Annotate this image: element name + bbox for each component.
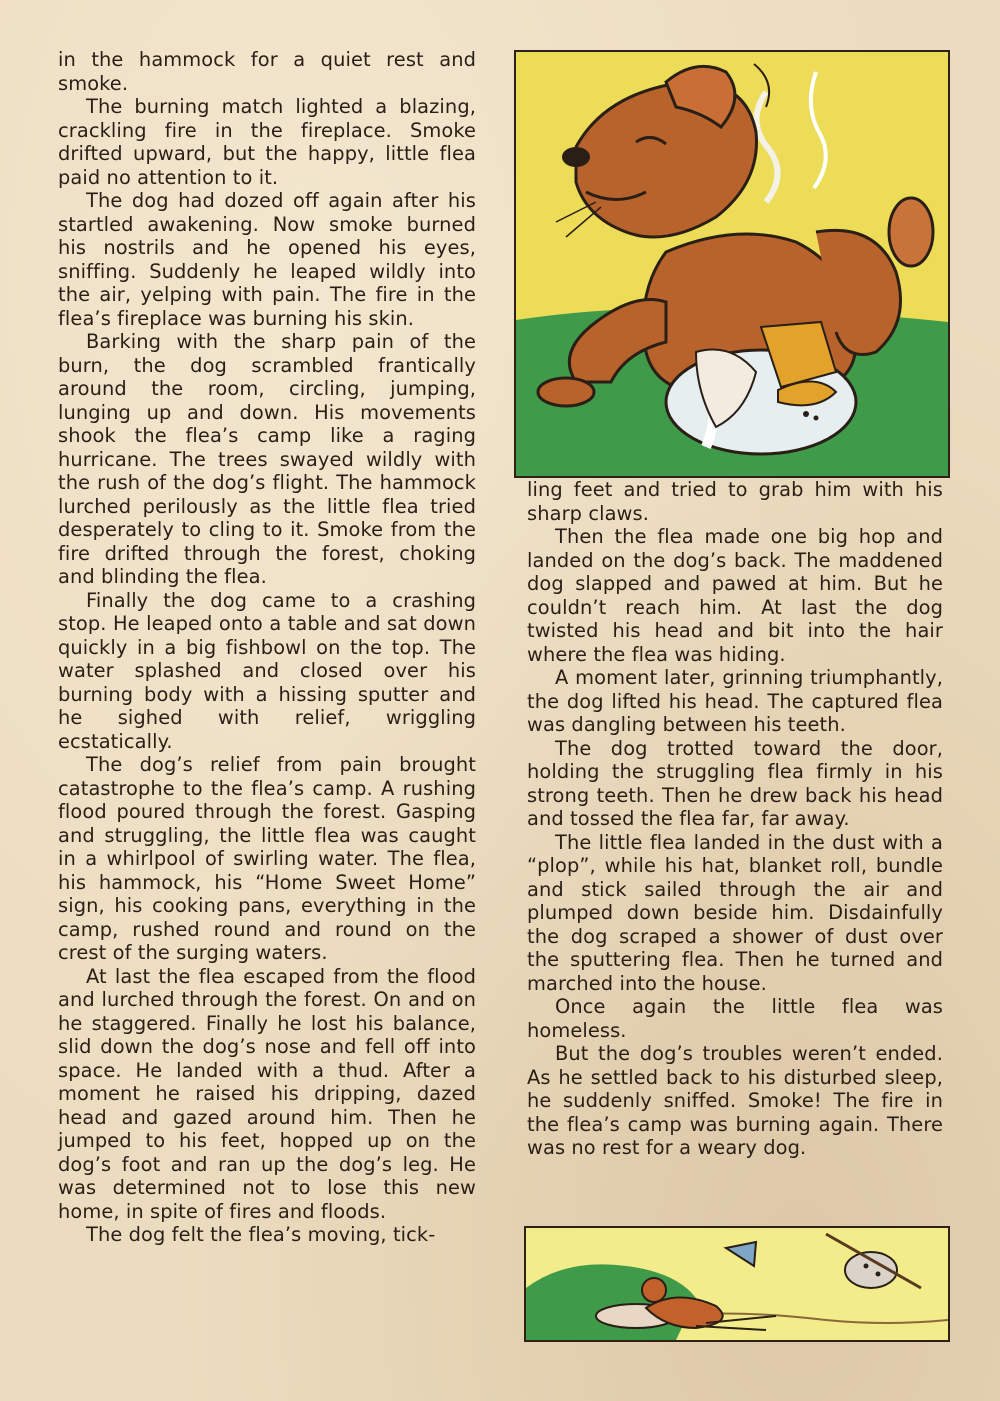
story-paragraph: The little flea landed in the dust with a “plop”, while his hat, blanket roll, bundle and stick sailed through the air and plumped down beside him. Disdainfully the dog scraped a shower of dust over the sputtering flea. Then he turned and marched into the house. [527, 830, 943, 995]
story-paragraph: A moment later, grinning triumphantly, the dog lifted his head. The captured flea was dangling between his teeth. [527, 666, 943, 736]
story-paragraph: The dog’s relief from pain brought catastrophe to the flea’s camp. A rushing flood poured through the forest. Gasping and struggling, the little flea was caught in a whirlpool of swirling water. The flea, his hammock, his “Home Sweet Home” sign, his cooking pans, everything in the camp, rushed round and round on the crest of the surging waters. [58, 753, 476, 964]
story-paragraph: The burning match lighted a blazing, crackling fire in the fireplace. Smoke drifted upward, but the happy, little flea paid no attention to it. [58, 95, 476, 189]
story-paragraph: Finally the dog came to a crashing stop. He leaped onto a table and sat down quickly in a big fishbowl on the top. The water splashed and closed over his burning body with a hissing sputter and he sighed with relief, wriggling ecstatically. [58, 588, 476, 753]
flea-in-dust-illustration [524, 1226, 950, 1342]
bubble [803, 411, 809, 417]
dog-nose [562, 147, 590, 167]
story-right-column [527, 478, 943, 1160]
bubble [814, 416, 819, 421]
story-paragraph: ling feet and tried to grab him with his sharp claws. [527, 478, 943, 525]
story-paragraph: At last the flea escaped from the flood and lurched through the forest. On and on he staggered. Finally he lost his balance, slid down the dog’s nose and fell off into space. He landed with a thud. After a moment he raised his dripping, dazed head and gazed around him. Then he jumped to his feet, hopped up on the dog’s foot and ran up the dog’s leg. He was determined not to lose this new home, in spite of fires and floods. [58, 964, 476, 1223]
story-paragraph: The dog trotted toward the door, holding the struggling flea firmly in his strong teeth. Then he drew back his head and tossed the flea far, far away. [527, 736, 943, 830]
dog-raised-paw [889, 198, 933, 266]
bundle-dot [864, 1264, 869, 1269]
story-paragraph: Then the flea made one big hop and landed on the dog’s back. The maddened dog slapped and pawed at him. But he couldn’t reach him. At last the dog twisted his head and bit into the hair where the flea was hiding. [527, 525, 943, 666]
story-paragraph: Barking with the sharp pain of the burn, the dog scrambled frantically around the room, circling, jumping, lunging up and down. His movements shook the flea’s camp like a raging hurricane. The trees swayed wildly with the rush of the dog’s flight. The hammock lurched perilously as the little flea tried desperately to cling to it. Smoke from the fire drifted through the forest, choking and blinding the flea. [58, 330, 476, 588]
story-paragraph: Once again the little flea was homeless. [527, 995, 943, 1042]
story-left-column [58, 48, 476, 1247]
dog-front-paw [538, 378, 594, 406]
dog-in-fishbowl-illustration [514, 50, 950, 478]
story-paragraph: The dog felt the flea’s moving, tick- [86, 1223, 436, 1246]
story-paragraph: But the dog’s troubles weren’t ended. As he settled back to his disturbed sleep, he suddenly sniffed. Smoke! The fire in the flea’s camp was burning again. There was no rest for a weary dog. [527, 1042, 943, 1159]
bundle-dot [876, 1272, 881, 1277]
story-paragraph: The dog had dozed off again after his startled awakening. Now smoke burned his nostrils and he opened his eyes, sniffing. Suddenly he leaped wildly into the air, yelping with pain. The fire in the flea’s fireplace was burning his skin. [58, 189, 476, 330]
flea-head [642, 1278, 666, 1302]
story-paragraph: in the hammock for a quiet rest and smoke. [58, 48, 476, 95]
